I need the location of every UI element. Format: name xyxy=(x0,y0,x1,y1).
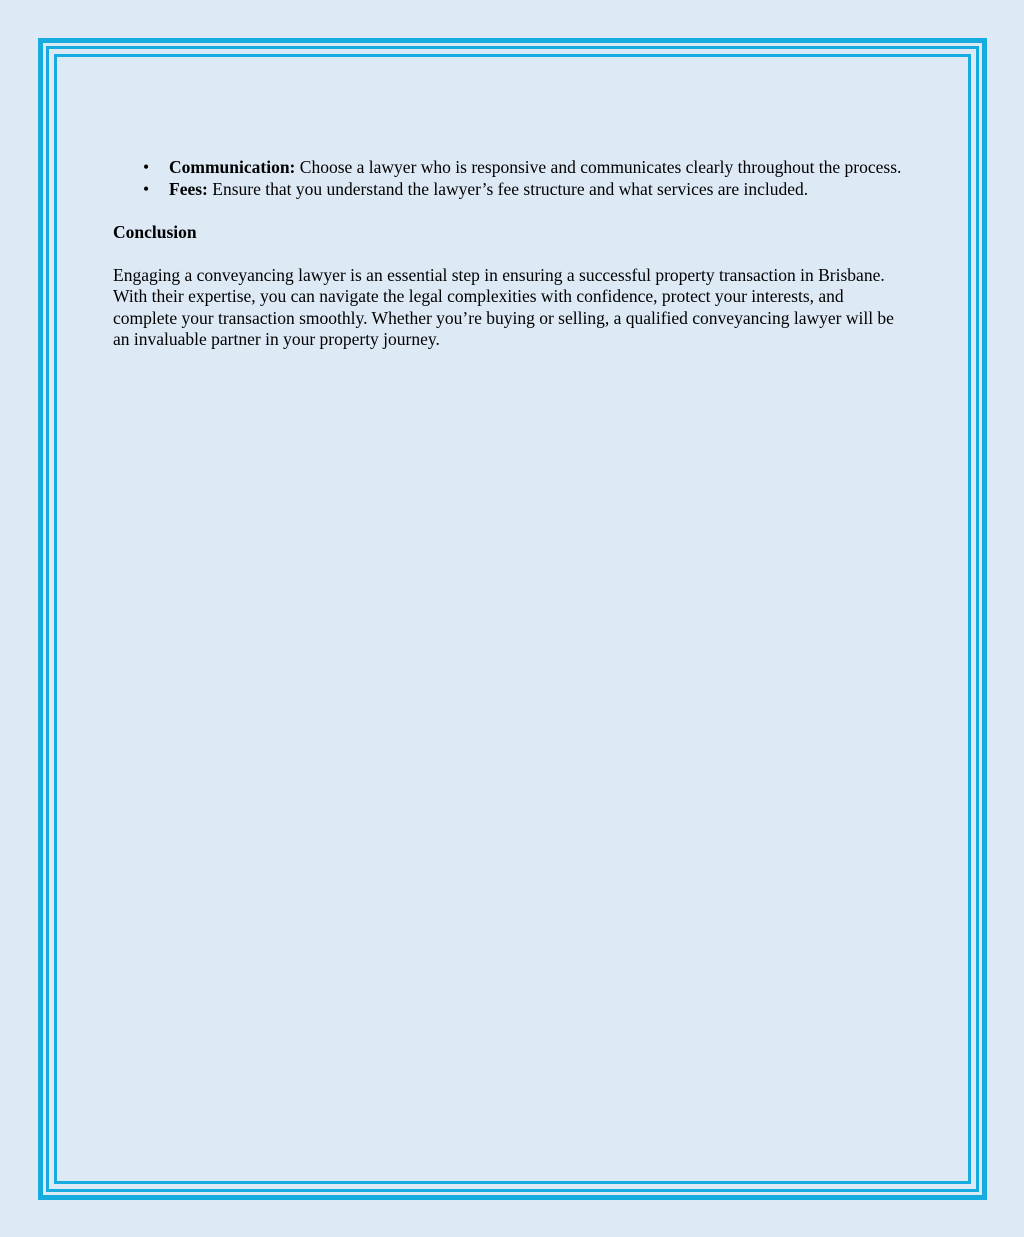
list-item-text: Choose a lawyer who is responsive and communicates clearly throughout the process. xyxy=(295,157,902,177)
document-content xyxy=(113,157,903,351)
conclusion-heading: Conclusion xyxy=(113,222,197,242)
list-item-term: Communication: xyxy=(169,157,296,177)
tips-list xyxy=(113,157,903,200)
list-item-term: Fees: xyxy=(169,178,208,199)
list-item-text: Ensure that you understand the lawyer’s fee structure and what services are included. xyxy=(207,178,809,199)
bullet-icon: • xyxy=(143,157,150,177)
list-item-fees xyxy=(113,179,903,201)
conclusion-paragraph: Engaging a conveyancing lawyer is an essential step in ensuring a successful property transaction in Brisbane. With their expertise, you can navigate the legal complexities with confidence, protect your interests, and complete your transaction smoothly. Whether you’re buying or selling, a qualified conveyancing lawyer will be an invaluable partner in your property journey. xyxy=(113,264,894,349)
list-item-communication xyxy=(113,157,903,179)
bullet-icon: • xyxy=(143,178,150,199)
